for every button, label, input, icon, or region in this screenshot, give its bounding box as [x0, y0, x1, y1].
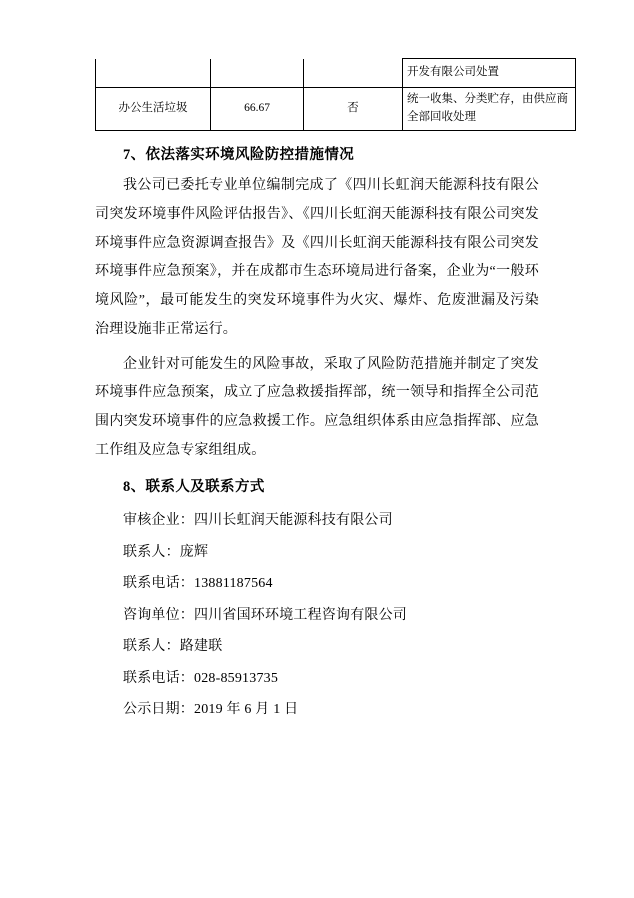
table-cell-category [96, 59, 211, 88]
table-cell-hazardous: 否 [304, 88, 403, 131]
list-item: 联系人：庞辉 [123, 544, 209, 560]
list-item: 公示日期：2019 年 6 月 1 日 [123, 702, 299, 717]
table-row [96, 59, 576, 88]
waste-disposal-table [95, 58, 576, 131]
table-cell-amount: 66.67 [211, 88, 304, 131]
table-cell-disposal: 开发有限公司处置 [403, 59, 576, 88]
list-item: 审核企业：四川长虹润天能源科技有限公司 [123, 513, 393, 528]
list-item: 联系人：路建联 [123, 639, 223, 654]
table-cell-disposal: 统一收集、分类贮存，由供应商全部回收处理 [403, 88, 576, 131]
document-content [95, 58, 568, 726]
list-item: 联系电话：028-85913735 [123, 670, 279, 686]
spacer [95, 131, 539, 145]
table-cell-amount [211, 59, 304, 88]
section7-paragraph-1: 我公司已委托专业单位编制完成了《四川长虹润天能源科技有限公司突发环境事件风险评估报告》、《四川长虹润天能源科技有限公司突发环境事件应急资源调查报告》及《四川长虹润天能源科技有限公司突发环境事件应急预案》，并在成都市生态环境局进行备案，企业为“一般环境风险”，最可能发生的突发环境事件为火灾、爆炸、危废泄漏及污染治理设施非正常运行。 [95, 178, 539, 337]
section-heading-8: 8、联系人及联系方式 [123, 479, 265, 496]
section7-paragraph-2: 企业针对可能发生的风险事故，采取了风险防范措施并制定了突发环境事件应急预案，成立了应急救援指挥部，统一领导和指挥全公司范围内突发环境事件的应急救援工作。应急组织体系由应急指挥部、应急工作组及应急专家组组成。 [95, 356, 539, 458]
table-cell-hazardous [304, 59, 403, 88]
table-cell-category: 办公生活垃圾 [96, 88, 211, 131]
contact-list [95, 505, 539, 726]
table-row [96, 88, 576, 131]
section-heading-7: 7、依法落实环境风险防控措施情况 [123, 146, 355, 163]
list-item: 联系电话：13881187564 [123, 576, 273, 591]
spacer [95, 465, 539, 477]
list-item: 咨询单位：四川省国环环境工程咨询有限公司 [123, 607, 407, 623]
